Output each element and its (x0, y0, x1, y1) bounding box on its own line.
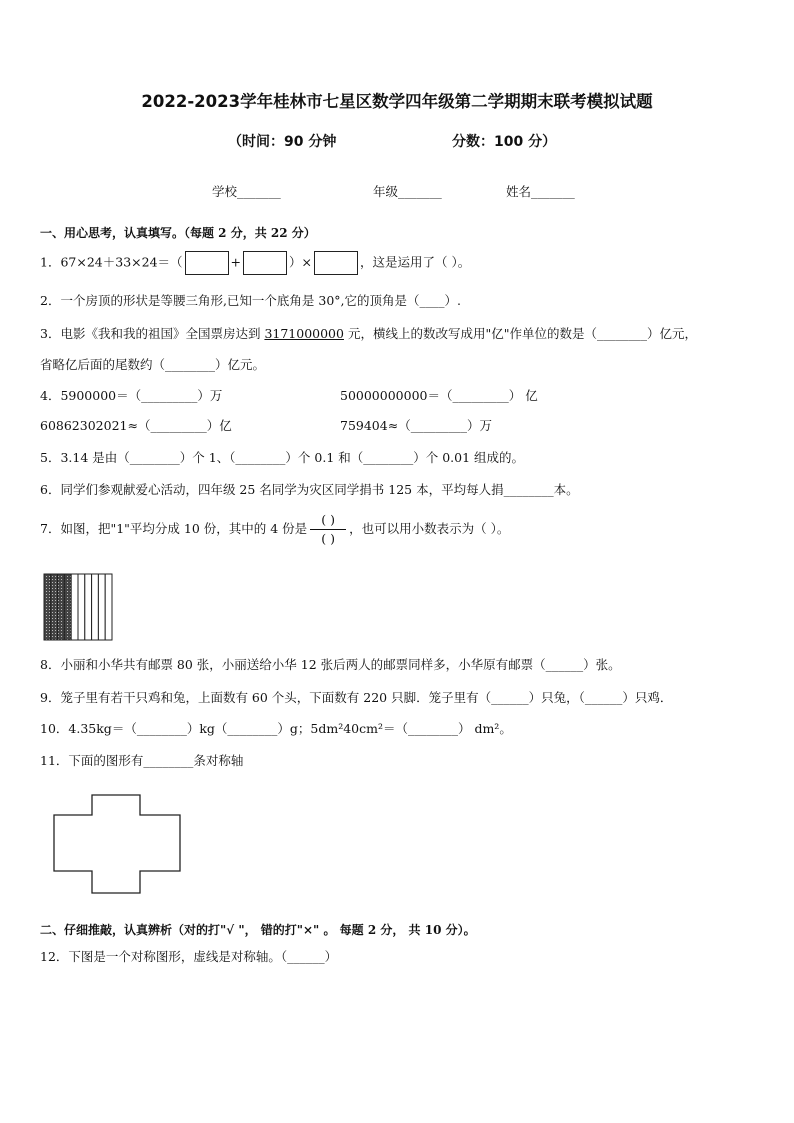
school-field: 学校_______ (212, 184, 281, 199)
question-3-after: 元，横线上的数改写成用"亿"作单位的数是（________）亿元， (343, 326, 697, 341)
question-11: 11．下面的图形有________条对称轴 (40, 753, 244, 768)
question-4a: 4．5900000＝（_________）万 (40, 388, 223, 403)
answer-box-2[interactable] (243, 251, 287, 275)
shaded-strip (51, 574, 58, 640)
question-9: 9．笼子里有若干只鸡和兔，上面数有 60 个头，下面数有 220 只脚．笼子里有（______）只兔，（______）只鸡． (40, 690, 673, 705)
fraction-blank[interactable] (310, 512, 346, 547)
question-1 (40, 251, 470, 275)
question-4d: 759404≈（_________）万 (340, 418, 492, 433)
question-4c: 60862302021≈（_________）亿 (40, 418, 232, 433)
cross-shape (54, 795, 180, 893)
fraction-bar (310, 529, 346, 530)
question-3-line-2: 省略亿后面的尾数约（________）亿元。 (40, 357, 266, 372)
question-1-suffix: ，这是运用了（ ）。 (360, 254, 471, 270)
question-7 (40, 512, 509, 547)
blank-strip (71, 574, 78, 640)
question-1-prefix: 1．67×24＋33×24＝（ (40, 254, 183, 270)
score-label: 分数：100 分） (452, 134, 557, 150)
shaded-strip (64, 574, 71, 640)
shaded-strip (44, 574, 51, 640)
question-12: 12．下图是一个对称图形，虚线是对称轴。（______） (40, 949, 338, 964)
plus-sign: + (230, 254, 242, 270)
question-6: 6．同学们参观献爱心活动，四年级 25 名同学为灾区同学捐书 125 本，平均每人捐________本。 (40, 482, 579, 497)
shaded-strip (58, 574, 65, 640)
blank-strip (85, 574, 92, 640)
blank-strip (98, 574, 105, 640)
question-2: 2．一个房顶的形状是等腰三角形,已知一个底角是 30°,它的顶角是（____）. (40, 293, 462, 308)
answer-box-3[interactable] (314, 251, 358, 275)
time-label: （时间：90 分钟 (228, 134, 337, 150)
question-1-close: ）× (289, 254, 312, 270)
question-3 (40, 324, 697, 342)
blank-strip (105, 574, 112, 640)
blank-strip (92, 574, 99, 640)
question-7-after: ，也可以用小数表示为（ ）。 (349, 521, 510, 536)
question-4b: 50000000000＝（_________） 亿 (340, 388, 538, 403)
box-office-number: 3171000000 (264, 326, 344, 341)
fraction-denominator: ( ) (321, 531, 336, 546)
blank-strip (78, 574, 85, 640)
question-8: 8．小丽和小华共有邮票 80 张，小丽送给小华 12 张后两人的邮票同样多，小华原有邮票（______）张。 (40, 657, 621, 672)
cross-shape-figure (52, 793, 184, 897)
question-5: 5．3.14 是由（________）个 1、（________）个 0.1 和（________）个 0.01 组成的。 (40, 450, 525, 465)
name-field: 姓名_______ (506, 184, 575, 199)
question-10: 10．4.35kg＝（________）kg（________）g；5dm²40cm²＝（________） dm²。 (40, 721, 512, 736)
question-7-before: 7．如图，把"1"平均分成 10 份，其中的 4 份是 (40, 521, 308, 536)
grade-field: 年级_______ (373, 184, 442, 199)
question-3-before: 3．电影《我和我的祖国》全国票房达到 (40, 326, 265, 341)
fraction-numerator: ( ) (321, 512, 336, 527)
section-1-heading: 一、用心思考，认真填写。（每题 2 分，共 22 分） (40, 226, 316, 240)
section-2-heading: 二、仔细推敲，认真辨析（对的打"√ "， 错的打"×" 。 每题 2 分， 共 10 分）。 (40, 923, 476, 937)
answer-box-1[interactable] (185, 251, 229, 275)
tenths-figure (42, 572, 114, 642)
page-title: 2022-2023学年桂林市七星区数学四年级第二学期期末联考模拟试题 (141, 92, 653, 111)
